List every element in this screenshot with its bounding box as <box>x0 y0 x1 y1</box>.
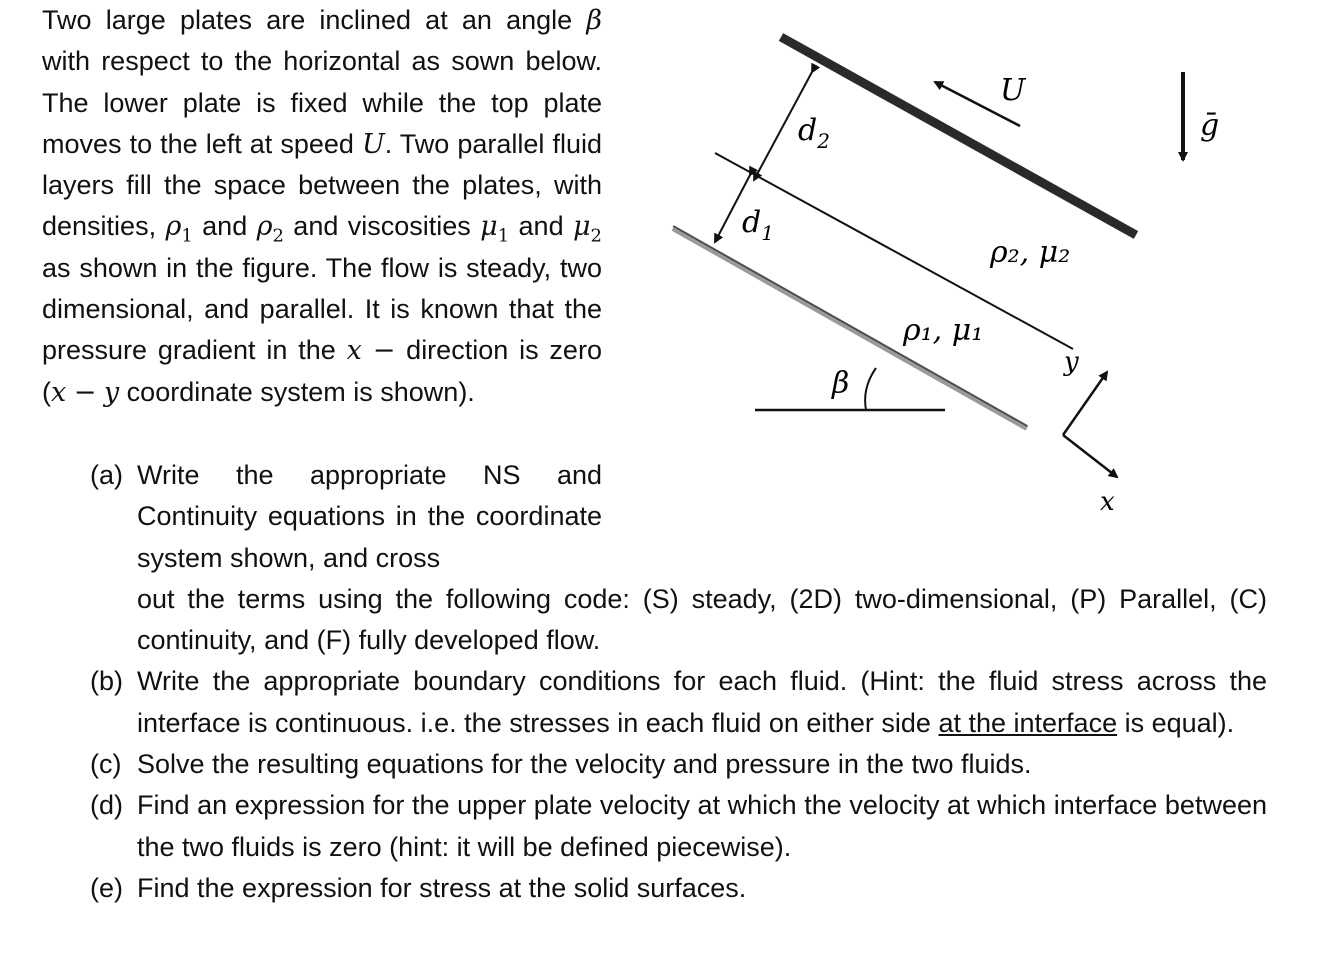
x-symbol-2: x <box>51 376 67 408</box>
part-marker: (b) <box>90 666 123 697</box>
part-marker: (e) <box>90 872 123 903</box>
intro-text-3: . Two parallel fluid layers fill the space between the plates, with densities, <box>42 128 602 242</box>
minus-1: − <box>372 335 396 367</box>
part-c-text: Solve the resulting equations for the velocity and pressure in the two fluids. <box>137 749 1032 780</box>
x-axis <box>1063 435 1117 477</box>
intro-text-5: as shown in the figure. The flow is steady, two dimensional, and parallel. It is known that the pressure gradient in the <box>42 252 602 366</box>
d1-label: $d_1$ <box>742 205 774 245</box>
intro-text-7: coordinate system is shown). <box>126 376 475 407</box>
part-d-text: Find an expression for the upper plate velocity at which the velocity at which interface between the two fluids is zero (hint: it will be defined piecewise). <box>137 790 1267 862</box>
part-e-text: Find the expression for stress at the solid surfaces. <box>137 872 747 903</box>
beta-symbol: β <box>586 5 602 36</box>
y-symbol: y <box>103 376 120 408</box>
intro-text-1: Two large plates are inclined at an angle <box>42 5 573 35</box>
upper-plate <box>781 37 1136 235</box>
beta-arc <box>865 368 876 410</box>
x-symbol-1: x <box>346 335 362 367</box>
part-marker: (a) <box>90 460 123 490</box>
intro-text-2: with respect to the horizontal as sown below. The lower plate is fixed while the top plate moves to the left at speed <box>42 46 602 159</box>
part-a-text-1: Write the appropriate NS and Continuity equations in the coordinate system shown, and cross <box>137 460 602 573</box>
x-axis-label: x <box>1100 487 1115 517</box>
part-b-text-2: is equal). <box>1124 707 1235 738</box>
rho1-symbol: $\rho_1$ <box>165 211 193 247</box>
part-marker: (c) <box>90 749 122 780</box>
intro-text-6: direction is zero ( <box>42 335 602 407</box>
and-text-2: and <box>293 211 339 242</box>
speed-symbol: U <box>361 128 385 160</box>
intro-text-4: viscosities <box>347 211 471 242</box>
part-b-text-1: Write the appropriate boundary conditions for each fluid. (Hint: the fluid stress across the interface is continuous. i.e. the stresses in each fluid on either side <box>137 666 1267 738</box>
part-b-underlined: at the interface <box>938 707 1118 738</box>
and-text-3: and <box>518 211 564 242</box>
fluid2-label: ρ₂, μ₂ <box>990 235 1071 270</box>
part-a-text-2: out the terms using the following code: (S) steady, (2D) two-dimensional, (P) Parallel, (C) continuity, and (F) fully developed flow. <box>137 583 1267 656</box>
U-label: U <box>1000 73 1026 108</box>
d2-label: $d_2$ <box>798 113 830 153</box>
y-axis <box>1063 372 1107 435</box>
part-marker: (d) <box>90 790 123 821</box>
beta-label: β <box>832 366 850 401</box>
g-label: ḡ <box>1200 108 1220 143</box>
mu2-symbol: $\mu_2$ <box>572 211 602 247</box>
fluid1-label: ρ₁, μ₁ <box>903 313 984 348</box>
y-axis-label: y <box>1064 347 1079 377</box>
rho2-symbol: $\rho_2$ <box>256 211 284 247</box>
mu1-symbol: $\mu_1$ <box>480 211 510 247</box>
minus-2: − <box>73 376 97 408</box>
and-text-1: and <box>202 211 248 242</box>
